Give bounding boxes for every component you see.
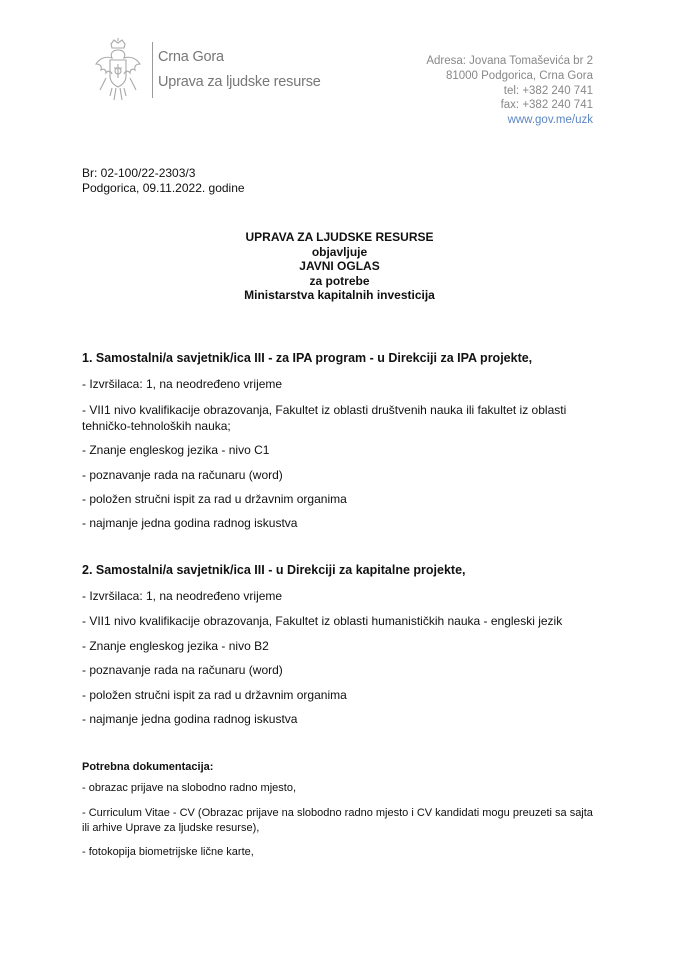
website-link[interactable]: www.gov.me/uzk bbox=[507, 114, 593, 127]
reference-number: Br: 02-100/22-2303/3 bbox=[82, 166, 196, 180]
documentation-title: Potrebna dokumentacija: bbox=[82, 761, 214, 773]
heading-line: JAVNI OGLAS bbox=[299, 259, 380, 274]
city-line: 81000 Podgorica, Crna Gora bbox=[445, 69, 593, 82]
date-line: Podgorica, 09.11.2022. godine bbox=[82, 181, 245, 195]
requirement-item: - najmanje jedna godina radnog iskustva bbox=[82, 516, 298, 530]
coat-of-arms-icon bbox=[92, 38, 144, 104]
requirement-item: - najmanje jedna godina radnog iskustva bbox=[82, 712, 298, 726]
requirement-item: - položen stručni ispit za rad u državnim organima bbox=[82, 688, 347, 702]
documentation-item: - fotokopija biometrijske lične karte, bbox=[82, 846, 254, 858]
heading-line: UPRAVA ZA LJUDSKE RESURSE bbox=[245, 230, 434, 244]
heading-line: Ministarstva kapitalnih investicija bbox=[244, 288, 435, 303]
requirement-item: - položen stručni ispit za rad u državnim organima bbox=[82, 492, 347, 506]
contact-block bbox=[426, 54, 593, 128]
requirement-item: - Znanje engleskog jezika - nivo C1 bbox=[82, 443, 270, 457]
org-agency: Uprava za ljudske resurse bbox=[158, 74, 321, 90]
address-line: Adresa: Jovana Tomaševića br 2 bbox=[426, 55, 593, 67]
heading-line: za potrebe bbox=[309, 273, 370, 288]
section-title: 2. Samostalni/a savjetnik/ica III - u Direkciji za kapitalne projekte, bbox=[82, 563, 466, 577]
fax-line: fax: +382 240 741 bbox=[500, 99, 593, 112]
documentation-item: - Curriculum Vitae - CV (Obrazac prijave na slobodno radno mjesto i CV kandidati mogu preuzeti sa sajta ili arhive Uprave za ljudske resurse), bbox=[82, 807, 593, 834]
org-name bbox=[158, 45, 321, 95]
requirement-item: - Izvršilaca: 1, na neodređeno vrijeme bbox=[82, 377, 283, 391]
section-title: 1. Samostalni/a savjetnik/ica III - za IPA program - u Direkciji za IPA projekte, bbox=[82, 351, 533, 365]
header-divider bbox=[152, 42, 153, 98]
tel-line: tel: +382 240 741 bbox=[503, 84, 593, 97]
requirement-item: - poznavanje rada na računaru (word) bbox=[82, 663, 283, 677]
requirement-item: - poznavanje rada na računaru (word) bbox=[82, 468, 283, 482]
document-meta bbox=[82, 166, 245, 196]
requirement-item: - Znanje engleskog jezika - nivo B2 bbox=[82, 639, 269, 653]
announcement-heading bbox=[0, 230, 679, 303]
requirement-item: - Izvršilaca: 1, na neodređeno vrijeme bbox=[82, 589, 283, 603]
documentation-item: - obrazac prijave na slobodno radno mjesto, bbox=[82, 782, 297, 794]
org-country: Crna Gora bbox=[158, 49, 224, 65]
heading-line: objavljuje bbox=[311, 244, 368, 259]
requirement-item: - VII1 nivo kvalifikacije obrazovanja, Fakultet iz oblasti humanističkih nauka - engleski jezik bbox=[82, 614, 563, 628]
requirement-item: - VII1 nivo kvalifikacije obrazovanja, Fakultet iz oblasti društvenih nauka ili fakultet iz oblasti tehničko-tehnoloških nauka; bbox=[82, 403, 567, 433]
